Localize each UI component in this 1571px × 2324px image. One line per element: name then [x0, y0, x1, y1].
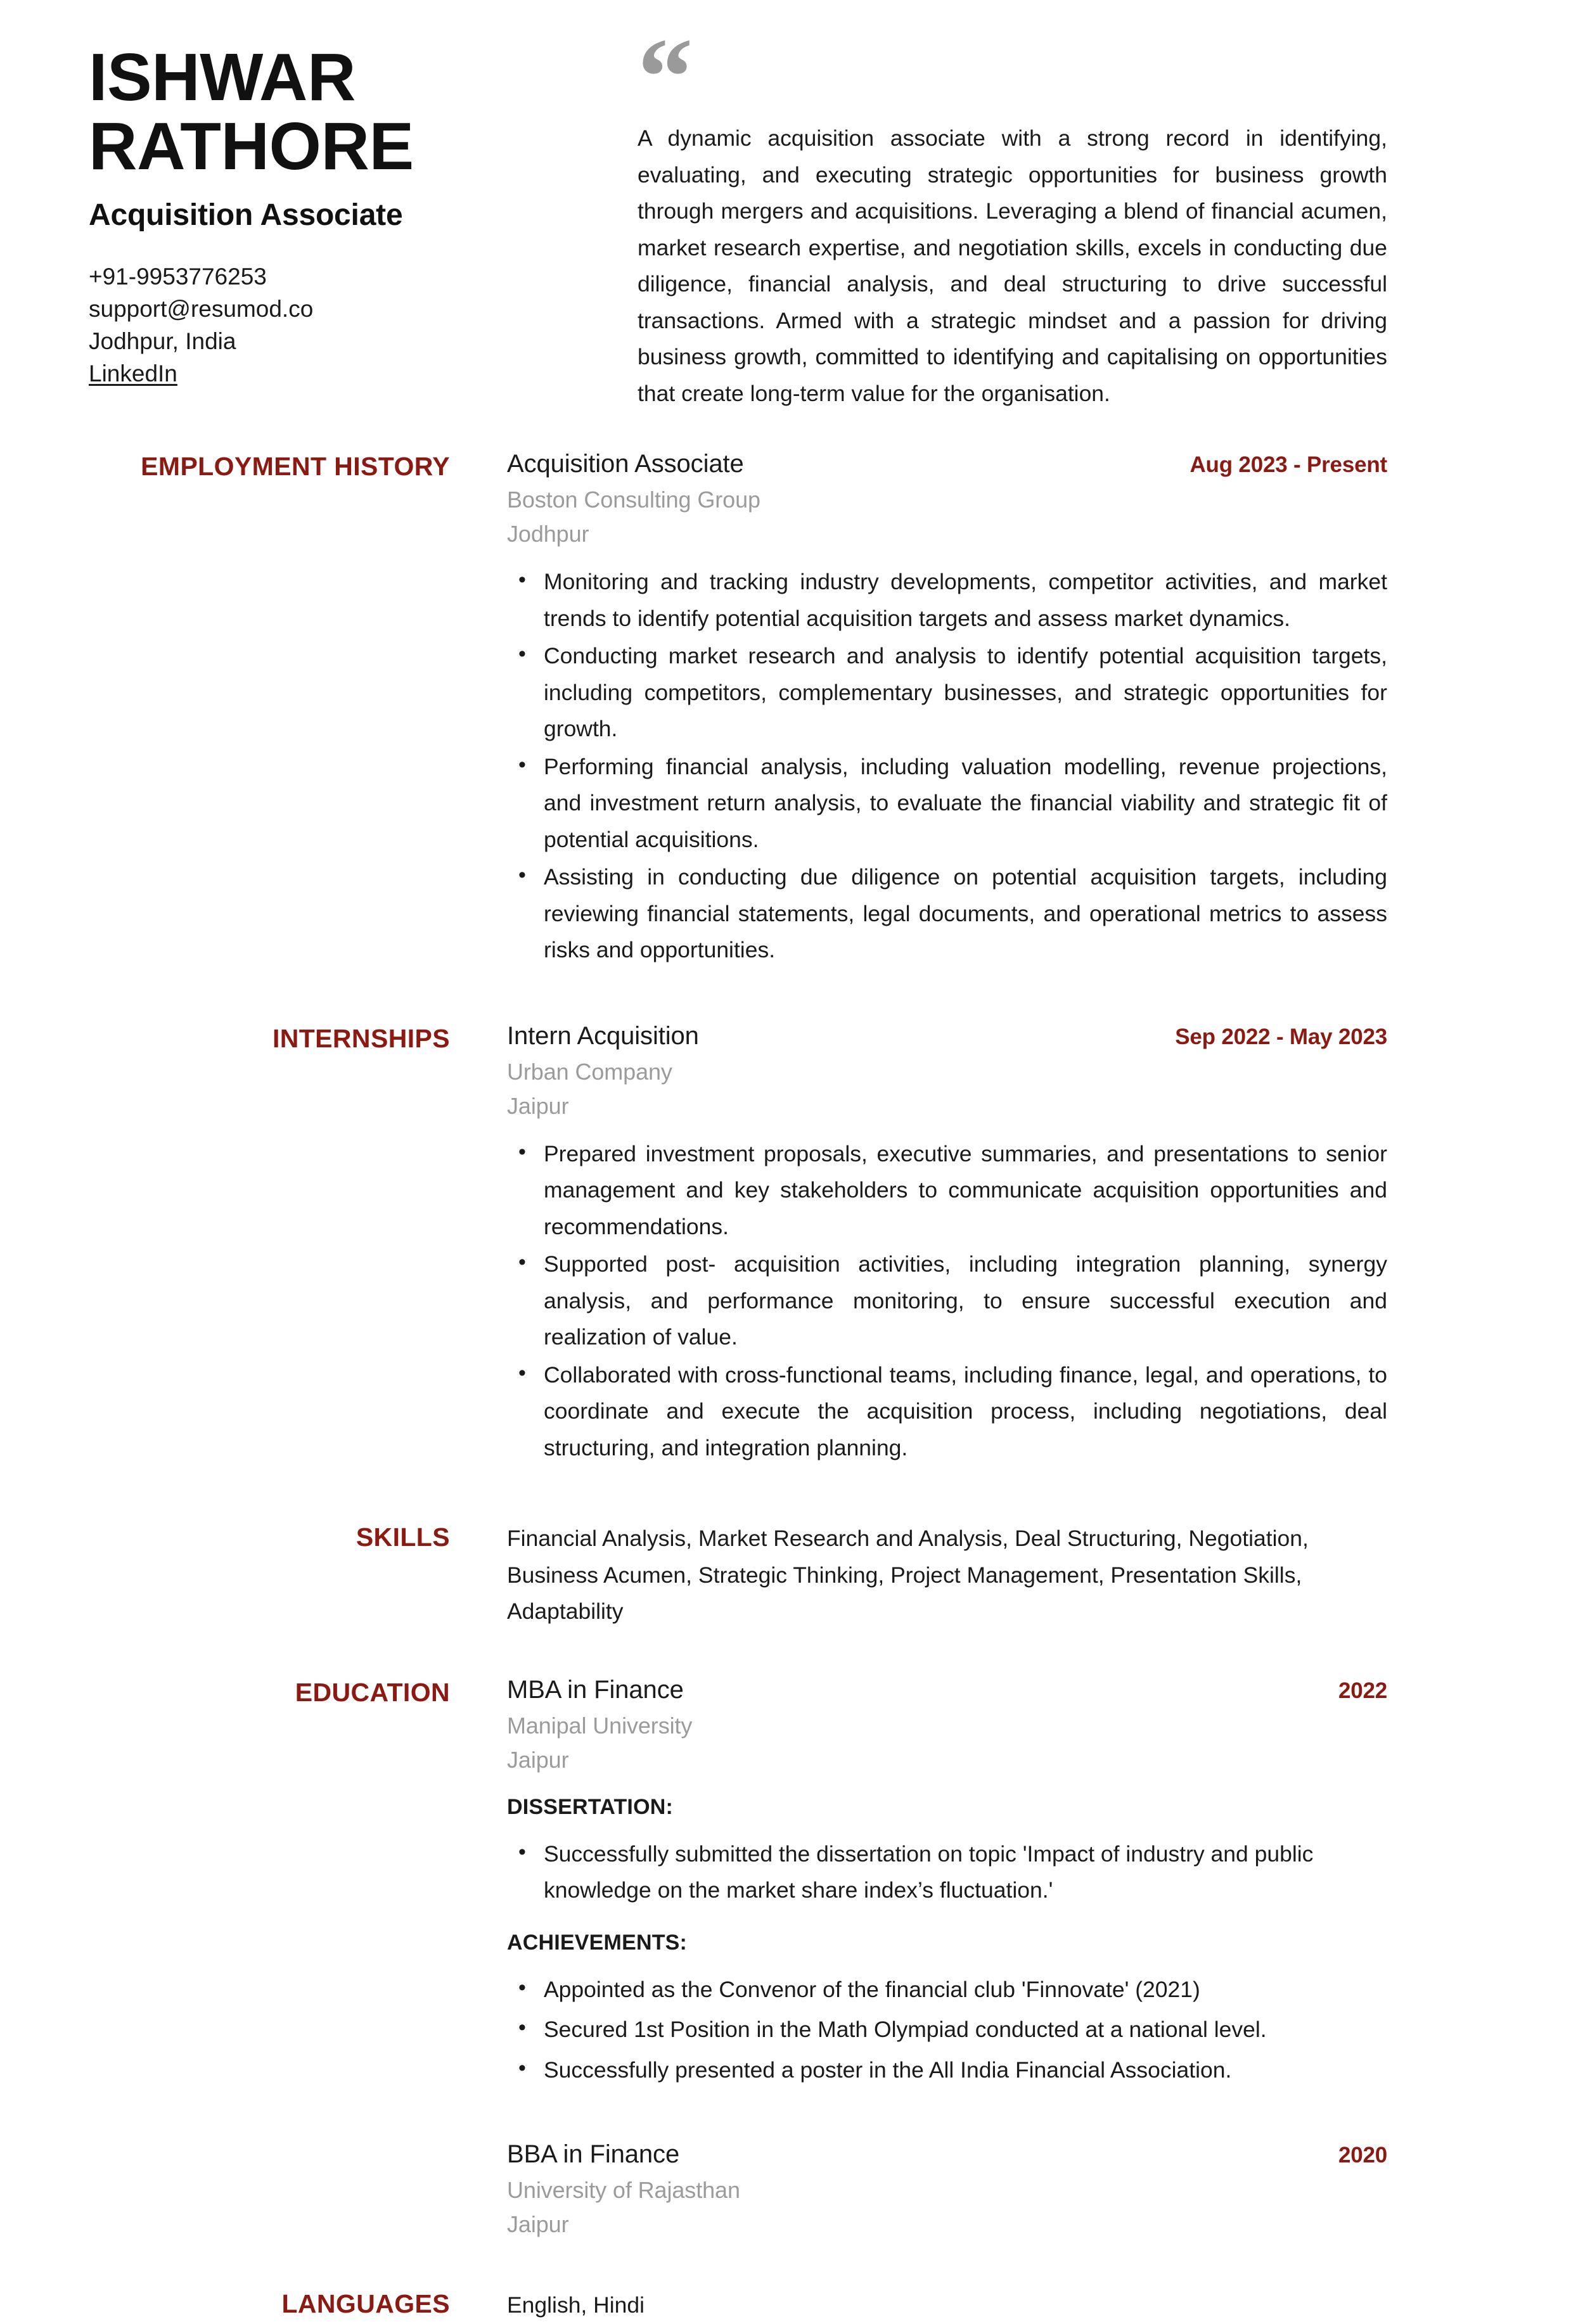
entry-date: Sep 2022 - May 2023 — [1175, 1024, 1387, 1049]
section-label-col — [89, 2287, 507, 2320]
section-title-internships: INTERNSHIPS — [272, 1023, 450, 1053]
education-entry — [507, 2140, 1387, 2238]
list-item: • Monitoring and tracking industry developments, competitor activities, and market trends to identify potential acquisition targets and assess market dynamics. — [544, 564, 1387, 637]
list-item: • Secured 1st Position in the Math Olympiad conducted at a national level. — [544, 2012, 1387, 2048]
entry-header — [507, 450, 1387, 478]
entry-degree: MBA in Finance — [507, 1675, 684, 1704]
skills-text: Financial Analysis, Market Research and Analysis, Deal Structuring, Negotiation, Business Acumen, Strategic Thinking, Project Management, Presentation Skills, Adaptability — [507, 1526, 1309, 1624]
section-employment-history — [0, 450, 1571, 970]
section-title-languages: LANGUAGES — [281, 2289, 450, 2318]
section-label-col — [89, 1521, 507, 1554]
entry-location: Jaipur — [507, 2211, 569, 2237]
section-body-skills — [507, 1521, 1387, 1630]
entry-location: Jaipur — [507, 1092, 569, 1119]
header-identity-block — [89, 37, 596, 390]
achievements-list — [507, 1972, 1387, 2089]
entry-role: Intern Acquisition — [507, 1021, 699, 1050]
entry-year: 2020 — [1338, 2143, 1387, 2168]
contact-block — [89, 260, 596, 390]
section-label-col — [89, 450, 507, 483]
list-item: • Assisting in conducting due diligence on potential acquisition targets, including reviewing financial statements, legal documents, and operational metrics to assess risks and opportunities. — [544, 859, 1387, 969]
section-body-languages — [507, 2287, 1387, 2324]
list-item: • Collaborated with cross-functional teams, including finance, legal, and operations, to coordinate and execute the acquisition process, including negotiations, deal structuring, and integration planning. — [544, 1357, 1387, 1467]
section-title-skills: SKILLS — [356, 1523, 450, 1552]
list-item: • Supported post- acquisition activities, including integration planning, synergy analysis, and performance monitoring, to ensure successful execution and realization of value. — [544, 1246, 1387, 1356]
section-body-internships — [507, 1022, 1387, 1468]
entry-header — [507, 1022, 1387, 1050]
entry-year: 2022 — [1338, 1678, 1387, 1703]
entry-bullet-list — [507, 1136, 1387, 1467]
dissertation-label: DISSERTATION: — [507, 1794, 673, 1819]
section-languages — [0, 2287, 1571, 2324]
section-title-education: EDUCATION — [295, 1677, 450, 1707]
first-name: ISHWAR — [89, 40, 356, 115]
entry-organisation: Boston Consulting Group — [507, 487, 760, 513]
entry-role: Acquisition Associate — [507, 450, 744, 478]
location-text: Jodhpur, India — [89, 328, 236, 355]
entry-date: Aug 2023 - Present — [1189, 452, 1387, 477]
section-education — [0, 1676, 1571, 2238]
languages-text: English, Hindi — [507, 2292, 645, 2318]
list-item: • Performing financial analysis, including valuation modelling, revenue projections, and investment return analysis, to evaluate the financial viability and strategic fit of potential acquisitions. — [544, 749, 1387, 859]
entry-organisation: Urban Company — [507, 1058, 672, 1085]
employment-entry — [507, 450, 1387, 969]
list-item: • Successfully presented a poster in the All India Financial Association. — [544, 2052, 1387, 2089]
list-item: • Conducting market research and analysis to identify potential acquisition targets, including competitors, complementary businesses, and strategic opportunities for growth. — [544, 638, 1387, 748]
resume-header — [0, 0, 1571, 412]
summary-text: A dynamic acquisition associate with a strong record in identifying, evaluating, and executing strategic opportunities for business growth through mergers and acquisitions. Leveraging a blend of financial acumen, market research expertise, and negotiation skills, excels in conducting due diligence, financial analysis, and deal structuring to drive successful transactions. Armed with a strategic mindset and a passion for driving business growth, committed to identifying and capitalising on opportunities that create long-term value for the organisation. — [638, 125, 1387, 406]
achievements-label: ACHIEVEMENTS: — [507, 1930, 688, 1955]
education-entry — [507, 1676, 1387, 2089]
entry-institution: Manipal University — [507, 1712, 693, 1739]
section-body-employment — [507, 450, 1387, 970]
section-internships — [0, 1022, 1571, 1468]
page-title — [89, 40, 596, 184]
section-label-col — [89, 1676, 507, 1709]
entry-header — [507, 2140, 1387, 2169]
entry-degree: BBA in Finance — [507, 2140, 680, 2168]
list-item: • Appointed as the Convenor of the financial club 'Finnovate' (2021) — [544, 1972, 1387, 2008]
internship-entry — [507, 1022, 1387, 1467]
list-item: • Successfully submitted the dissertation on topic 'Impact of industry and public knowledge on the market share index’s fluctuation.' — [544, 1836, 1387, 1909]
quote-icon: “ — [638, 15, 689, 138]
email-text: support@resumod.co — [89, 296, 314, 322]
entry-location: Jodhpur — [507, 521, 589, 547]
section-label-col — [89, 1022, 507, 1055]
entry-header — [507, 1676, 1387, 1704]
summary-block — [596, 15, 1387, 412]
phone-text: +91-9953776253 — [89, 264, 267, 290]
entry-location: Jaipur — [507, 1746, 569, 1773]
entry-institution: University of Rajasthan — [507, 2177, 740, 2203]
linkedin-link[interactable]: LinkedIn — [89, 361, 177, 387]
dissertation-list — [507, 1836, 1387, 1909]
section-body-education — [507, 1676, 1387, 2238]
section-title-employment: EMPLOYMENT HISTORY — [141, 452, 450, 481]
job-title: Acquisition Associate — [89, 198, 403, 233]
section-skills — [0, 1521, 1571, 1630]
last-name: RATHORE — [89, 109, 414, 184]
entry-bullet-list — [507, 564, 1387, 969]
list-item: • Prepared investment proposals, executive summaries, and presentations to senior management and key stakeholders to communicate acquisition opportunities and recommendations. — [544, 1136, 1387, 1246]
